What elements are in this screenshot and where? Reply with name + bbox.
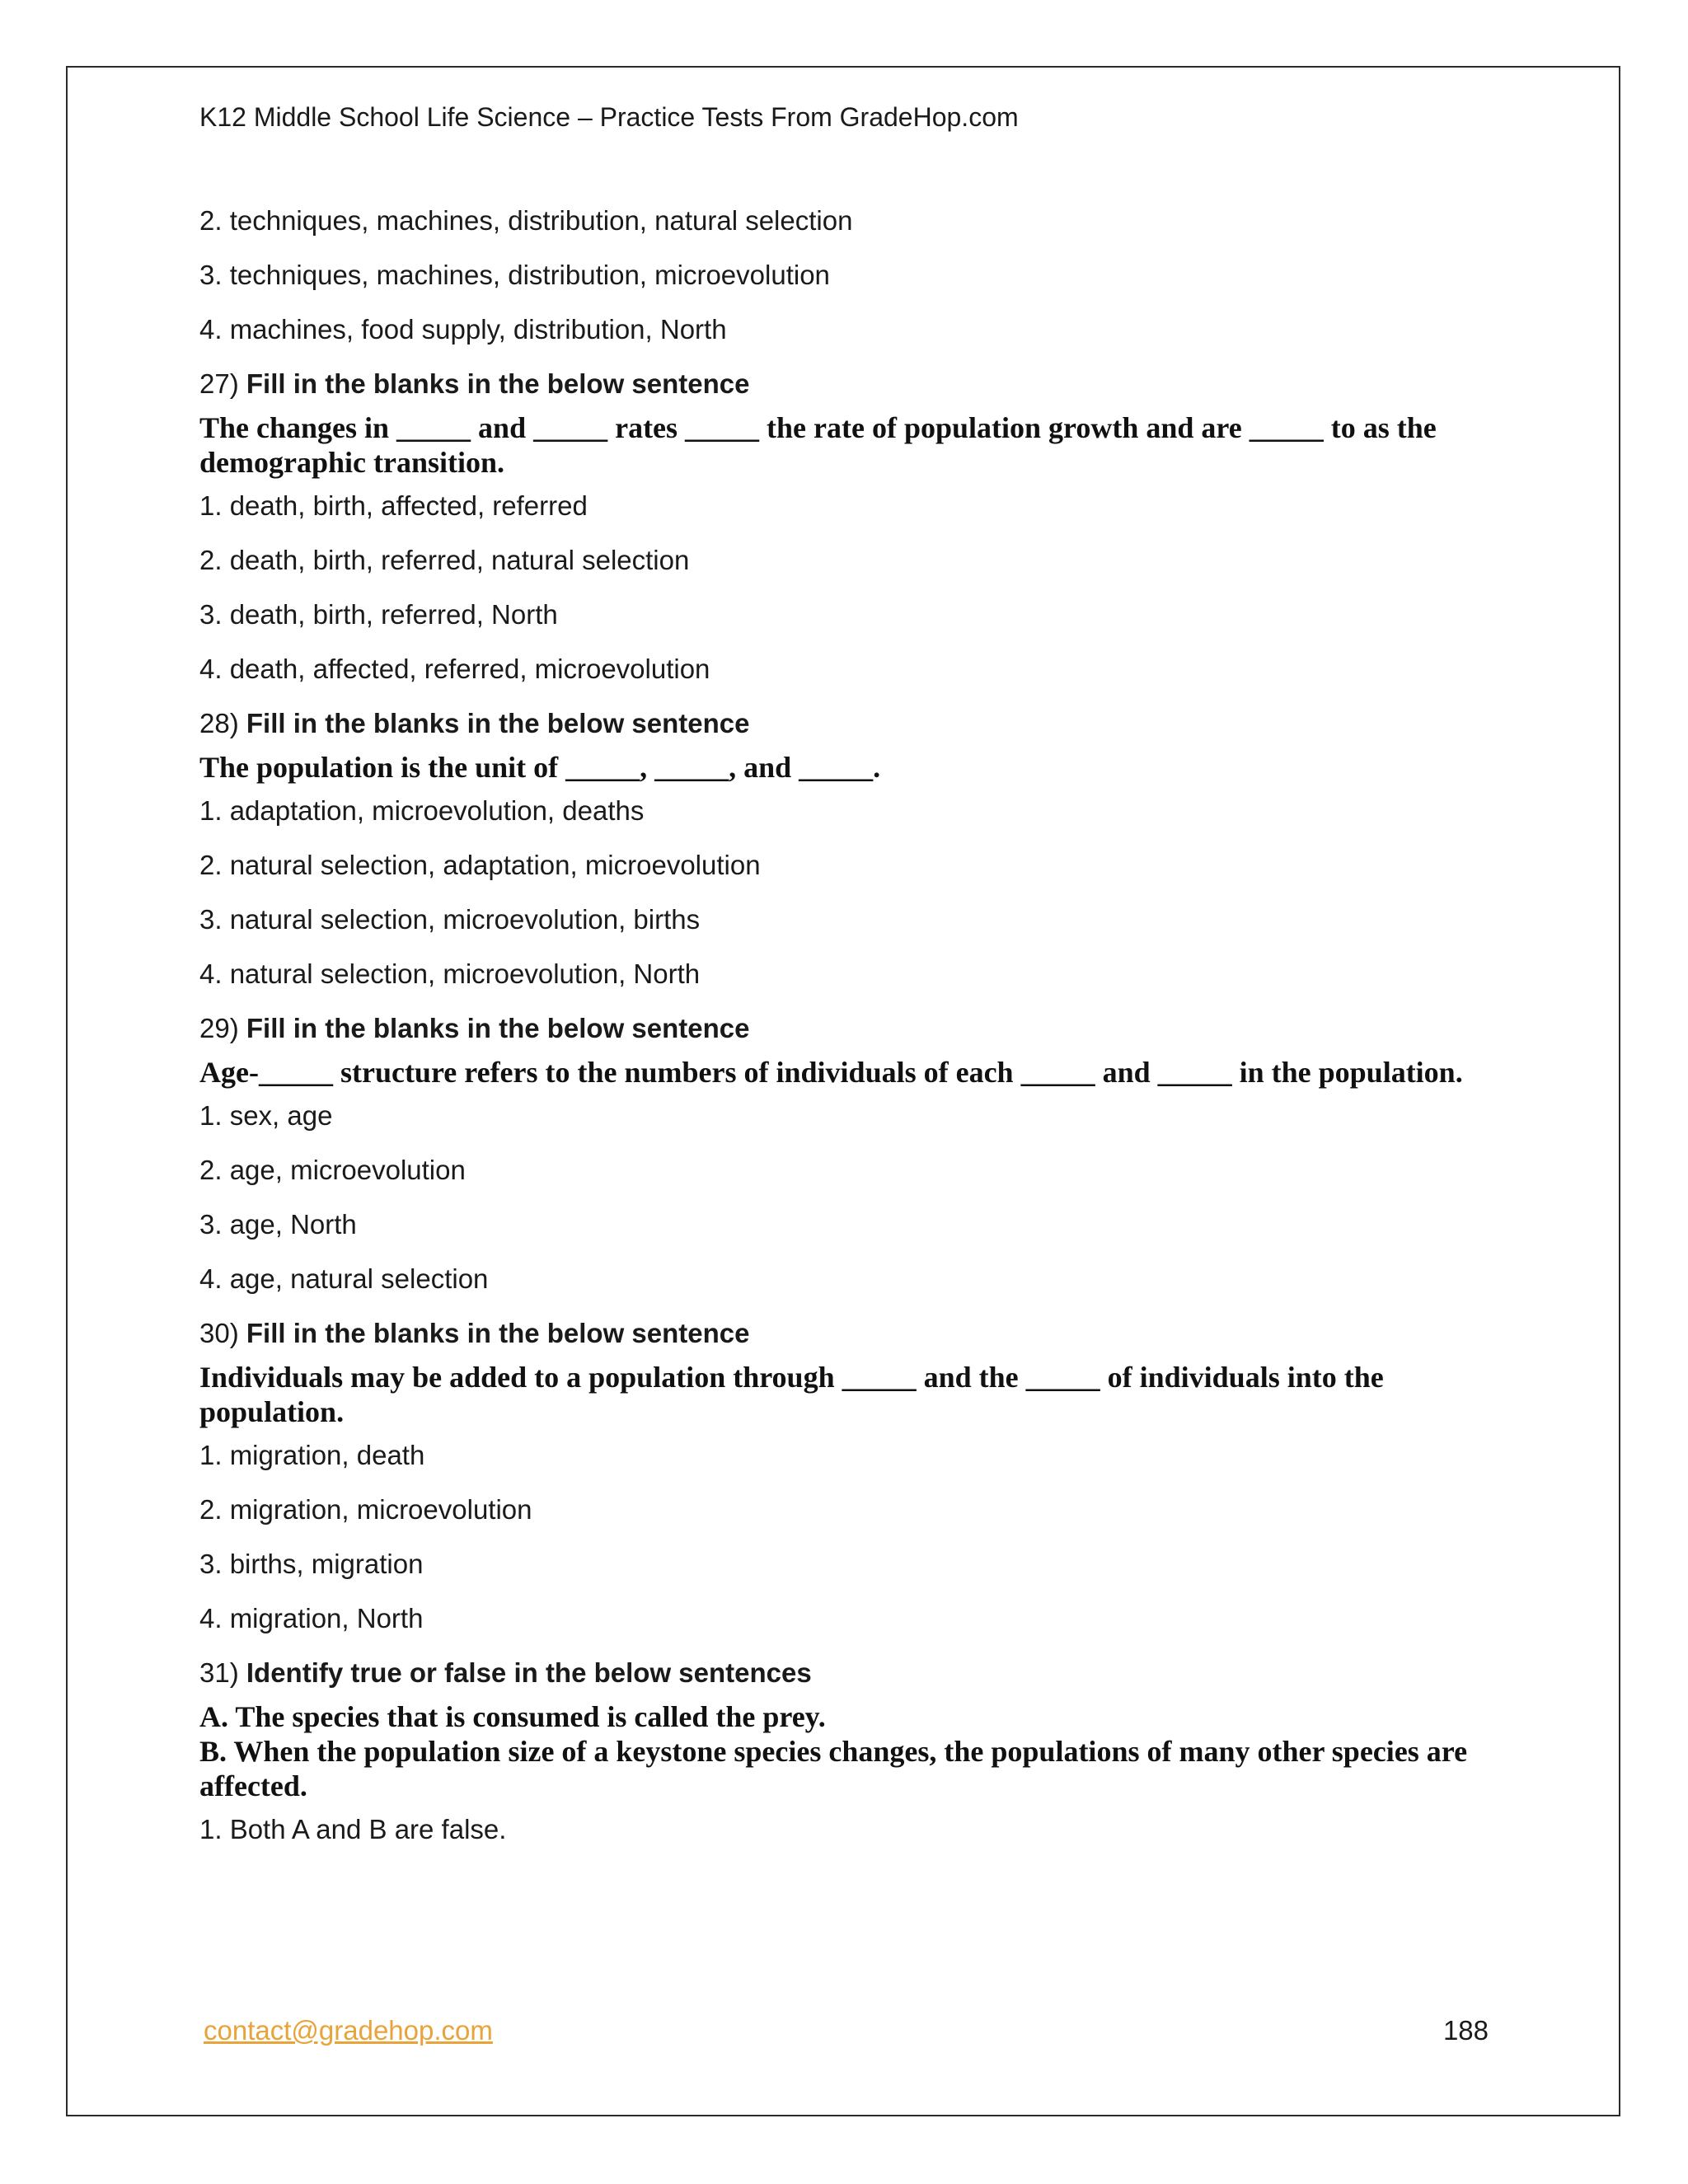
question-number: 31) xyxy=(199,1657,239,1688)
question-stem: Individuals may be added to a population through _____ and the _____ of individuals into the population. xyxy=(199,1361,1384,1428)
question-number: 30) xyxy=(199,1318,239,1348)
question-instruction: Fill in the blanks in the below sentence xyxy=(246,1318,750,1348)
option-item: 2. techniques, machines, distribution, natural selection xyxy=(199,205,853,236)
question-number: 27) xyxy=(199,368,239,399)
option-item: 3. age, North xyxy=(199,1209,357,1240)
contact-email-link[interactable]: contact@gradehop.com xyxy=(204,2015,493,2046)
page-number: 188 xyxy=(1442,2015,1489,2046)
question-instruction: Fill in the blanks in the below sentence xyxy=(246,368,750,399)
leading-options xyxy=(199,203,1502,348)
question-30 xyxy=(199,1315,1502,1637)
option-item: 4. death, affected, referred, microevolution xyxy=(199,654,710,684)
question-header xyxy=(199,1315,1502,1352)
question-instruction: Fill in the blanks in the below sentence xyxy=(246,1013,750,1043)
option-item: 1. sex, age xyxy=(199,1100,333,1131)
option-item: 4. age, natural selection xyxy=(199,1263,489,1294)
option-item: 3. techniques, machines, distribution, microevolution xyxy=(199,260,830,290)
option-item: 3. death, birth, referred, North xyxy=(199,599,558,630)
option-item: 1. adaptation, microevolution, deaths xyxy=(199,795,645,826)
question-header xyxy=(199,1010,1502,1047)
question-header xyxy=(199,366,1502,402)
option-item: 4. migration, North xyxy=(199,1603,424,1633)
question-stem: Age-_____ structure refers to the numbers of individuals of each _____ and _____ in the population. xyxy=(199,1056,1463,1089)
option-item: 2. natural selection, adaptation, microevolution xyxy=(199,850,761,880)
option-item: 4. natural selection, microevolution, North xyxy=(199,958,701,989)
question-31 xyxy=(199,1655,1502,1848)
option-item: 3. natural selection, microevolution, births xyxy=(199,904,701,935)
option-item: 1. migration, death xyxy=(199,1440,425,1470)
question-29 xyxy=(199,1010,1502,1297)
option-item: 2. age, microevolution xyxy=(199,1155,466,1185)
question-instruction: Identify true or false in the below sentences xyxy=(246,1657,812,1688)
question-instruction: Fill in the blanks in the below sentence xyxy=(246,708,750,738)
question-stem: The population is the unit of _____, _____, and _____. xyxy=(199,751,881,784)
option-item: 1. death, birth, affected, referred xyxy=(199,490,588,521)
statement-a: A. The species that is consumed is called the prey. xyxy=(199,1700,826,1733)
question-27 xyxy=(199,366,1502,687)
question-number: 29) xyxy=(199,1013,239,1043)
question-28 xyxy=(199,705,1502,992)
page-content xyxy=(199,203,1502,1866)
question-stem: The changes in _____ and _____ rates _____ the rate of population growth and are _____ to as the demographic transition. xyxy=(199,411,1437,479)
option-item: 2. death, birth, referred, natural selection xyxy=(199,545,690,575)
question-number: 28) xyxy=(199,708,239,738)
option-item: 2. migration, microevolution xyxy=(199,1494,532,1525)
page-header: K12 Middle School Life Science – Practice Tests From GradeHop.com xyxy=(199,102,1019,132)
question-header xyxy=(199,705,1502,742)
statement-b: B. When the population size of a keystone species changes, the populations of many other species are affected. xyxy=(199,1735,1468,1802)
question-header xyxy=(199,1655,1502,1691)
option-item: 3. births, migration xyxy=(199,1549,424,1579)
option-item: 1. Both A and B are false. xyxy=(199,1814,507,1844)
option-item: 4. machines, food supply, distribution, North xyxy=(199,314,727,344)
